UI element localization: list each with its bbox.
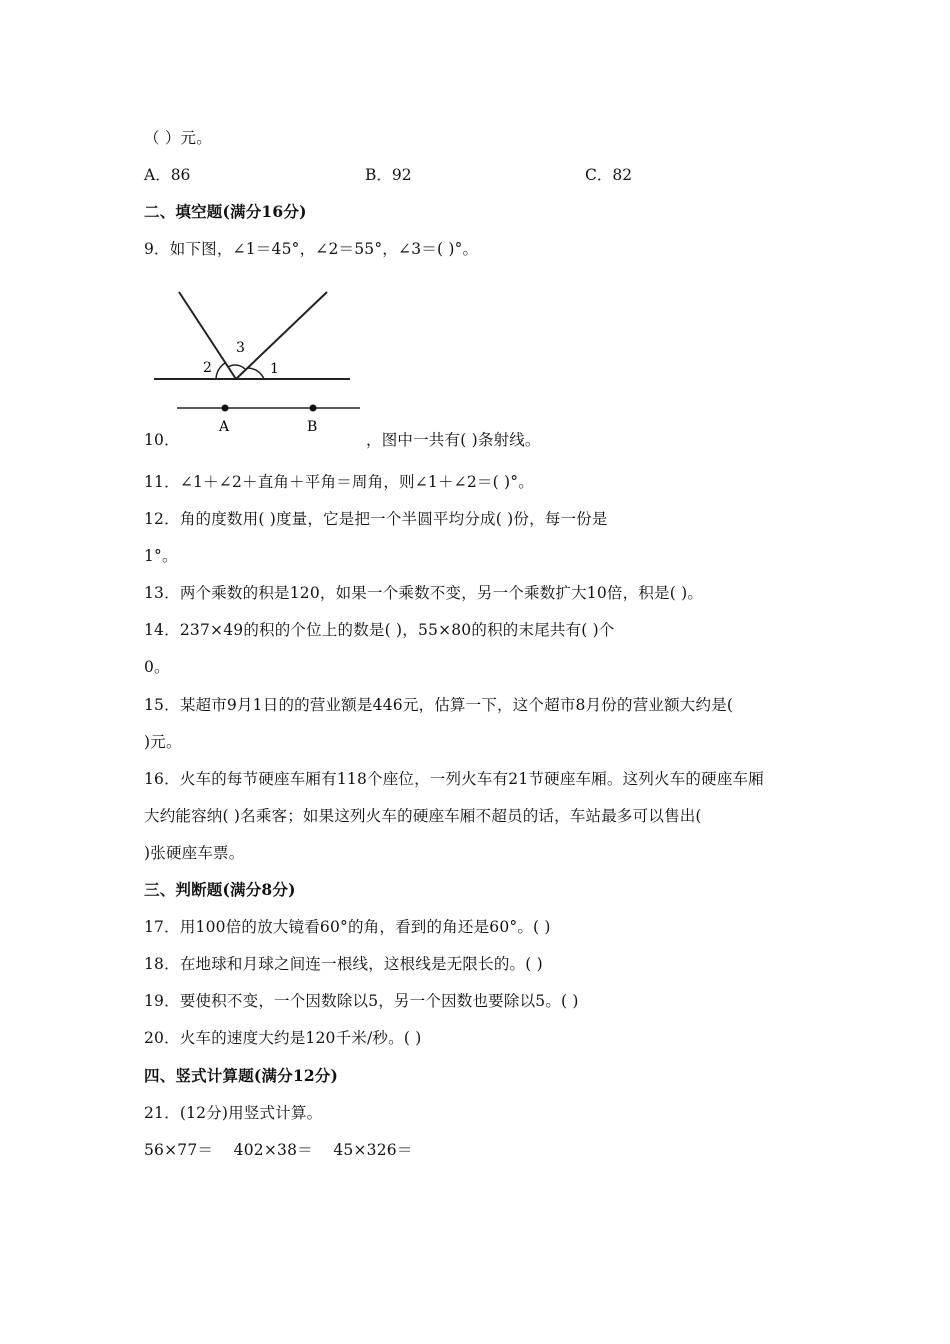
question-20: 20．火车的速度大约是120千米/秒。( ) bbox=[144, 1029, 422, 1047]
question-21: 21．(12分)用竖式计算。 bbox=[144, 1104, 323, 1122]
point-label-b: B bbox=[307, 419, 318, 435]
section-fill-in-title: 二、填空题(满分16分) bbox=[144, 202, 307, 221]
question-11: 11．∠1＋∠2＋直角＋平角＝周角，则∠1＋∠2＝( )°。 bbox=[144, 473, 534, 491]
angle-label-3: 3 bbox=[236, 340, 245, 356]
question-14-line-2: 0。 bbox=[144, 658, 170, 676]
section-vertical-calc-title: 四、竖式计算题(满分12分) bbox=[144, 1066, 339, 1085]
previous-question-tail: （ ）元。 bbox=[144, 129, 212, 147]
ray-figure bbox=[172, 398, 364, 438]
question-16-line-2: 大约能容纳( )名乘客；如果这列火车的硬座车厢不超员的话，车站最多可以售出( bbox=[144, 807, 702, 825]
question-10-prefix: 10． bbox=[144, 431, 180, 449]
question-16-line-1: 16．火车的每节硬座车厢有118个座位，一列火车有21节硬座车厢。这列火车的硬座车厢 bbox=[144, 770, 764, 788]
angle-label-2: 2 bbox=[203, 360, 212, 376]
question-10-suffix: ，图中一共有( )条射线。 bbox=[366, 431, 541, 449]
option-a: A．86 bbox=[144, 166, 191, 184]
question-15-line-2: )元。 bbox=[144, 733, 182, 751]
question-15-line-1: 15．某超市9月1日的的营业额是446元，估算一下，这个超市8月份的营业额大约是( bbox=[144, 696, 734, 714]
question-21-items: 56×77＝ 402×38＝ 45×326＝ bbox=[144, 1141, 413, 1159]
angle-figure bbox=[148, 285, 358, 385]
question-16-line-3: )张硬座车票。 bbox=[144, 844, 245, 862]
question-19: 19．要使积不变，一个因数除以5，另一个因数也要除以5。( ) bbox=[144, 992, 579, 1010]
question-13: 13．两个乘数的积是120，如果一个乘数不变，另一个乘数扩大10倍，积是( )。 bbox=[144, 584, 704, 602]
point-label-a: A bbox=[219, 419, 230, 435]
option-c: C．82 bbox=[585, 166, 633, 184]
question-12-line-2: 1°。 bbox=[144, 547, 178, 565]
question-18: 18．在地球和月球之间连一根线，这根线是无限长的。( ) bbox=[144, 955, 543, 973]
angle-label-1: 1 bbox=[270, 361, 279, 377]
question-9: 9．如下图，∠1＝45°，∠2＝55°，∠3＝( )°。 bbox=[144, 240, 479, 258]
section-true-false-title: 三、判断题(满分8分) bbox=[144, 880, 296, 899]
option-b: B．92 bbox=[365, 166, 412, 184]
question-14-line-1: 14．237×49的积的个位上的数是( )，55×80的积的末尾共有( )个 bbox=[144, 621, 615, 639]
question-17: 17．用100倍的放大镜看60°的角，看到的角还是60°。( ) bbox=[144, 918, 551, 936]
question-12-line-1: 12．角的度数用( )度量，它是把一个半圆平均分成( )份，每一份是 bbox=[144, 510, 608, 528]
